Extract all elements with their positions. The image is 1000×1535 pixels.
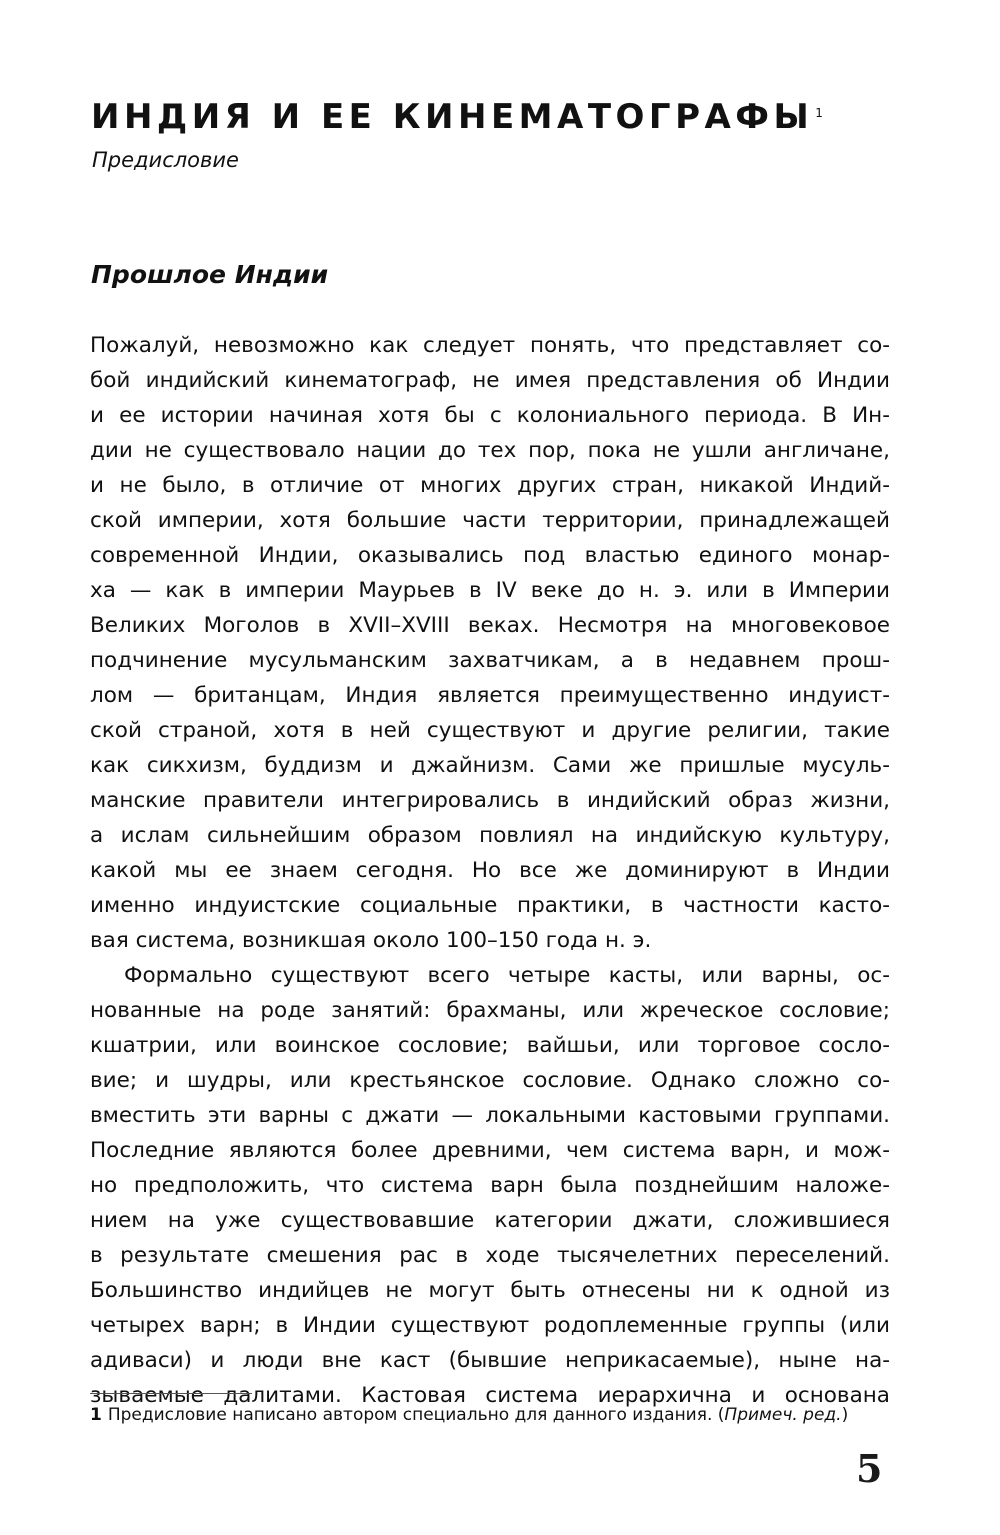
footnote-editor-note: Примеч. ред. xyxy=(724,1405,842,1425)
page-number: 5 xyxy=(856,1446,883,1491)
text-line: ской страной, хотя в ней существуют и другие религии, такие xyxy=(90,718,890,743)
text-line: вая система, возникшая около 100–150 года н. э. xyxy=(90,928,652,953)
text-line: современной Индии, оказывались под властью единого монар- xyxy=(90,543,890,568)
footnote-mark: 1 xyxy=(90,1405,102,1425)
text-line: подчинение мусульманским захватчикам, а в недавнем прош- xyxy=(90,648,890,673)
text-line: четырех варн; в Индии существуют родоплеменные группы (или xyxy=(90,1313,890,1338)
text-line: вие; и шудры, или крестьянское сословие. Однако сложно со- xyxy=(90,1068,890,1093)
text-line: в результате смешения рас в ходе тысячелетних переселений. xyxy=(90,1243,890,1268)
text-line: Последние являются более древними, чем система варн, и мож- xyxy=(90,1138,890,1163)
chapter-footnote-ref[interactable]: 1 xyxy=(815,106,823,120)
text-line: как сикхизм, буддизм и джайнизм. Сами же пришлые мусуль- xyxy=(90,753,890,778)
footnote xyxy=(90,1403,910,1427)
text-line: нованные на роде занятий: брахманы, или жреческое сословие; xyxy=(90,998,890,1023)
text-line: и ее истории начиная хотя бы с колониального периода. В Ин- xyxy=(90,403,890,428)
body-text xyxy=(90,328,890,1413)
text-line: адиваси) и люди вне каст (бывшие неприкасаемые), ныне на- xyxy=(90,1348,890,1373)
text-line: какой мы ее знаем сегодня. Но все же доминируют в Индии xyxy=(90,858,890,883)
text-line: и не было, в отличие от многих других стран, никакой Индий- xyxy=(90,473,890,498)
text-line: бой индийский кинематограф, не имея представления об Индии xyxy=(90,368,890,393)
chapter-subtitle: Предисловие xyxy=(92,148,239,172)
footnote-divider xyxy=(90,1393,252,1394)
text-line: а ислам сильнейшим образом повлиял на индийскую культуру, xyxy=(90,823,890,848)
text-line: манские правители интегрировались в индийский образ жизни, xyxy=(90,788,890,813)
chapter-title xyxy=(91,96,823,138)
text-line: но предположить, что система варн была позднейшим наложе- xyxy=(90,1173,890,1198)
text-line: нием на уже существовавшие категории джати, сложившиеся xyxy=(90,1208,890,1233)
section-title: Прошлое Индии xyxy=(91,260,329,289)
text-line: Великих Моголов в XVII–XVIII веках. Несмотря на многовековое xyxy=(90,613,890,638)
text-line: ской империи, хотя большие части территории, принадлежащей xyxy=(90,508,890,533)
chapter-title-text: ИНДИЯ И ЕЕ КИНЕМАТОГРАФЫ xyxy=(91,97,814,137)
text-line: Формально существуют всего четыре касты, или варны, ос- xyxy=(124,963,890,988)
text-line: кшатрии, или воинское сословие; вайшьи, или торговое сосло- xyxy=(90,1033,890,1058)
text-line: вместить эти варны с джати — локальными кастовыми группами. xyxy=(90,1103,890,1128)
text-line: ха — как в империи Маурьев в IV веке до н. э. или в Империи xyxy=(90,578,890,603)
text-line: дии не существовало нации до тех пор, пока не ушли англичане, xyxy=(90,438,890,463)
text-line: именно индуистские социальные практики, в частности касто- xyxy=(90,893,890,918)
text-line: Пожалуй, невозможно как следует понять, что представляет со- xyxy=(90,333,890,358)
text-line: зываемые далитами. Кастовая система иерархична и основана xyxy=(90,1383,890,1408)
footnote-text: Предисловие написано автором специально для данного издания. ( xyxy=(107,1405,725,1425)
text-line: Большинство индийцев не могут быть отнесены ни к одной из xyxy=(90,1278,890,1303)
text-line: лом — британцам, Индия является преимущественно индуист- xyxy=(90,683,890,708)
footnote-closing: ) xyxy=(841,1405,849,1425)
